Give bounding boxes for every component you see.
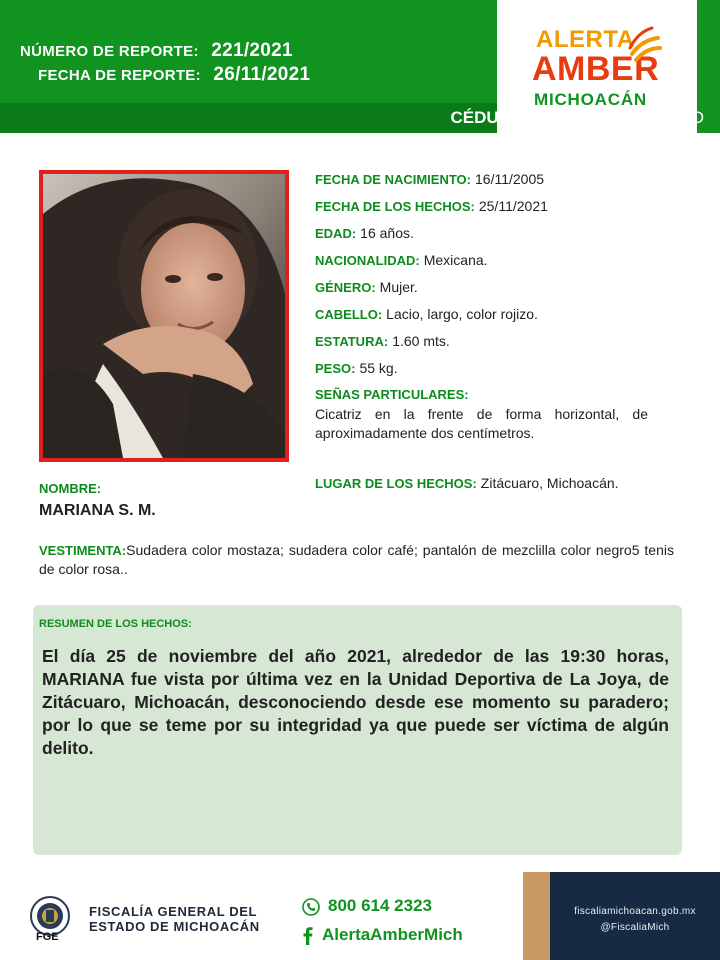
field-edad bbox=[315, 225, 414, 241]
report-number-row bbox=[20, 40, 293, 62]
logo-line-amber: AMBER bbox=[532, 50, 660, 88]
field-genero bbox=[315, 279, 418, 295]
edad-value: 16 años. bbox=[360, 225, 414, 241]
fecha-hechos-label: FECHA DE LOS HECHOS: bbox=[315, 199, 475, 214]
agency-line-2: ESTADO DE MICHOACÁN bbox=[89, 919, 260, 934]
resumen-body: El día 25 de noviembre del año 2021, alrededor de las 19:30 horas, MARIANA fue vista por última vez en la Unidad Deportiva de La Joya, de Zitácuaro, Michoacán, desconociendo desde ese momento su paradero; por lo que se teme por su integridad ya que puede ser víctima de algún delito. bbox=[42, 646, 669, 758]
logo-line-michoacan: MICHOACÁN bbox=[534, 90, 647, 109]
facebook-contact[interactable] bbox=[302, 925, 463, 945]
field-estatura bbox=[315, 333, 450, 349]
fecha-hechos-value: 25/11/2021 bbox=[478, 198, 548, 214]
footer-white-panel bbox=[0, 872, 523, 960]
peso-label: PESO: bbox=[315, 361, 356, 376]
field-vestimenta bbox=[39, 541, 674, 579]
report-number: 221/2021 bbox=[211, 40, 293, 61]
missing-person-photo bbox=[39, 170, 289, 462]
facebook-handle: AlertaAmberMich bbox=[322, 925, 463, 944]
website[interactable]: fiscaliamichoacan.gob.mx bbox=[574, 906, 696, 917]
cedula-bold: CÉDULA ÚNICA bbox=[450, 108, 580, 127]
report-date-label: FECHA DE REPORTE: bbox=[38, 67, 201, 84]
fge-label: FGE bbox=[36, 931, 59, 943]
field-fecha-nacimiento bbox=[315, 171, 544, 187]
cabello-label: CABELLO: bbox=[315, 307, 383, 322]
lugar-value: Zitácuaro, Michoacán. bbox=[480, 475, 619, 491]
field-fecha-hechos bbox=[315, 198, 548, 214]
report-date: 26/11/2021 bbox=[213, 64, 311, 85]
senas-value: Cicatriz en la frente de forma horizontal, de aproximadamente dos centímetros. bbox=[315, 406, 648, 441]
nacionalidad-value: Mexicana. bbox=[423, 252, 488, 268]
alerta-amber-logo bbox=[532, 26, 667, 116]
fecha-nacimiento-label: FECHA DE NACIMIENTO: bbox=[315, 172, 471, 187]
estatura-label: ESTATURA: bbox=[315, 334, 389, 349]
genero-value: Mujer. bbox=[379, 279, 418, 295]
phone-icon bbox=[302, 898, 320, 916]
vestimenta-value: Sudadera color mostaza; sudadera color café; pantalón de mezclilla color negro5 tenis de color rosa.. bbox=[39, 542, 674, 577]
vestimenta-label: VESTIMENTA: bbox=[39, 543, 127, 558]
twitter-handle[interactable]: @FiscaliaMich bbox=[600, 922, 670, 933]
field-lugar bbox=[315, 475, 619, 491]
facebook-icon bbox=[302, 927, 314, 945]
cedula-rest: DE IDENTIDAD bbox=[584, 108, 704, 127]
agency-line-1: FISCALÍA GENERAL DEL bbox=[89, 904, 258, 919]
person-photo-illustration bbox=[43, 174, 285, 458]
amber-wave-icon bbox=[628, 26, 664, 66]
footer-tan-stripe bbox=[523, 872, 550, 960]
report-number-label: NÚMERO DE REPORTE: bbox=[20, 43, 199, 60]
nombre-value: MARIANA S. M. bbox=[39, 502, 156, 519]
senas-label: SEÑAS PARTICULARES: bbox=[315, 387, 469, 402]
lugar-label: LUGAR DE LOS HECHOS: bbox=[315, 476, 477, 491]
fecha-nacimiento-value: 16/11/2005 bbox=[475, 171, 545, 187]
nacionalidad-label: NACIONALIDAD: bbox=[315, 253, 420, 268]
edad-label: EDAD: bbox=[315, 226, 357, 241]
field-cabello bbox=[315, 306, 538, 322]
footer bbox=[0, 872, 720, 960]
cabello-value: Lacio, largo, color rojizo. bbox=[386, 306, 538, 322]
phone-contact[interactable] bbox=[302, 896, 432, 916]
field-senas bbox=[315, 386, 473, 402]
logo-line-alerta: ALERTA bbox=[536, 26, 635, 53]
header bbox=[0, 0, 720, 133]
nombre-label: NOMBRE: bbox=[39, 481, 102, 496]
resumen-box bbox=[33, 605, 682, 855]
report-date-row bbox=[38, 64, 310, 86]
resumen-title: RESUMEN DE LOS HECHOS: bbox=[39, 618, 192, 630]
estatura-value: 1.60 mts. bbox=[392, 333, 450, 349]
field-peso bbox=[315, 360, 398, 376]
field-nacionalidad bbox=[315, 252, 488, 268]
genero-label: GÉNERO: bbox=[315, 280, 376, 295]
phone-number: 800 614 2323 bbox=[328, 896, 432, 915]
peso-value: 55 kg. bbox=[359, 360, 398, 376]
